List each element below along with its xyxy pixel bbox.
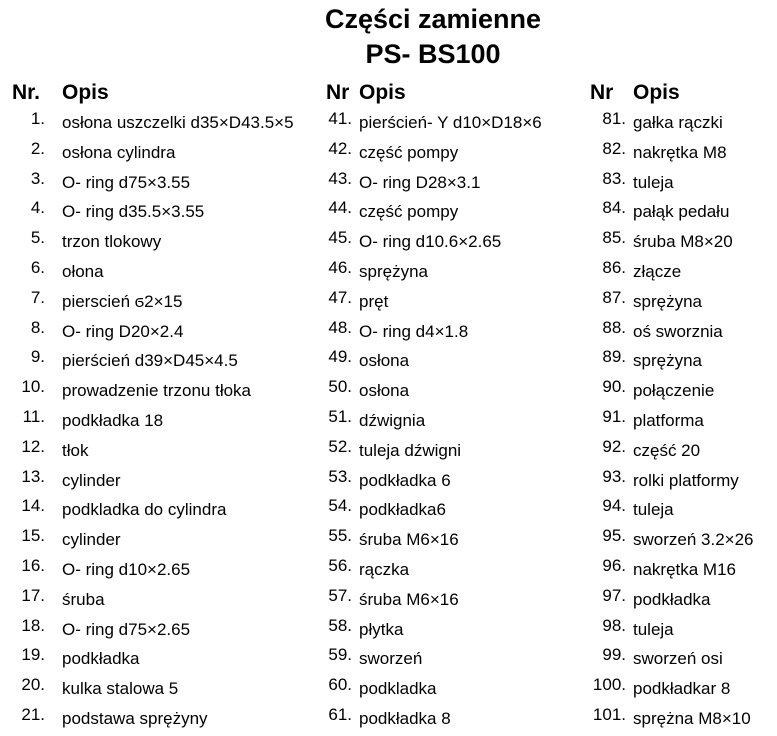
part-description: sworzeń osi	[633, 649, 723, 669]
part-number: 17.	[21, 585, 45, 605]
part-number: 101.	[592, 704, 626, 724]
part-row	[0, 585, 777, 615]
part-row	[0, 168, 777, 198]
part-description: podkładkar 8	[633, 679, 731, 699]
part-description: tuleja	[633, 172, 674, 192]
part-number: 15.	[21, 526, 45, 546]
part-description: śruba	[62, 589, 105, 609]
part-number: 8.	[30, 317, 45, 337]
part-description: śruba M8×20	[633, 232, 733, 252]
part-number: 94.	[602, 496, 626, 516]
part-description: sprężyna	[633, 351, 702, 371]
part-description: gałka rączki	[633, 113, 723, 132]
part-description: dźwignia	[359, 410, 426, 430]
part-description: O- ring D28×3.1	[359, 172, 481, 192]
part-number: 7.	[30, 287, 45, 307]
part-description: połączenie	[633, 381, 715, 401]
part-number: 51.	[328, 406, 352, 426]
part-description: pręt	[359, 291, 389, 311]
part-number: 57.	[328, 585, 352, 605]
part-number: 90.	[602, 377, 626, 397]
part-number: 99.	[602, 645, 626, 665]
part-row	[0, 197, 777, 227]
desc-header: Opis	[359, 81, 406, 104]
part-description: złącze	[633, 261, 682, 281]
part-row	[0, 704, 777, 734]
part-description: O- ring D20×2.4	[62, 321, 184, 341]
part-number: 58.	[328, 615, 352, 635]
part-number: 47.	[328, 287, 352, 307]
part-description: nakrętka M8	[633, 142, 727, 162]
part-number: 53.	[328, 466, 352, 486]
part-description: rolki platformy	[633, 470, 739, 490]
part-number: 84.	[602, 198, 626, 218]
part-description: podkładka	[62, 649, 140, 669]
part-description: tłok	[62, 440, 89, 460]
part-number: 86.	[602, 257, 626, 277]
part-description: nakrętka M16	[633, 559, 736, 579]
part-row	[0, 495, 777, 525]
part-number: 61.	[328, 704, 352, 724]
part-row	[0, 317, 777, 347]
part-number: 5.	[30, 228, 45, 248]
part-description: podkładka6	[359, 500, 446, 520]
part-number: 18.	[21, 615, 45, 635]
part-description: część pompy	[359, 202, 459, 222]
part-description: cylinder	[62, 470, 121, 490]
parts-column-3	[0, 78, 777, 734]
part-description: O- ring d35.5×3.55	[62, 202, 205, 222]
part-row	[0, 138, 777, 168]
part-description: tuleja	[633, 619, 674, 639]
part-number: 10.	[21, 377, 45, 397]
nr-header: Nr	[590, 81, 614, 104]
part-description: oś sworznia	[633, 321, 723, 341]
part-number: 48.	[328, 317, 352, 337]
part-description: osłona	[359, 381, 410, 401]
part-number: 54.	[328, 496, 352, 516]
part-number: 45.	[328, 228, 352, 248]
part-number: 9.	[30, 347, 45, 367]
part-number: 96.	[602, 555, 626, 575]
part-number: 3.	[30, 168, 45, 188]
part-description: pierścień d39×D45×4.5	[62, 351, 238, 371]
part-number: 55.	[328, 526, 352, 546]
part-description: tuleja	[633, 500, 674, 520]
part-description: osłona uszczelki d35×D43.5×5	[62, 113, 294, 132]
part-row	[0, 257, 777, 287]
desc-header: Opis	[633, 81, 680, 104]
part-description: podstawa sprężyny	[62, 708, 208, 728]
part-number: 97.	[602, 585, 626, 605]
part-description: O- ring d75×2.65	[62, 619, 191, 639]
part-number: 49.	[328, 347, 352, 367]
part-number: 60.	[328, 675, 352, 695]
part-description: kulka stalowa 5	[62, 679, 179, 699]
part-description: rączka	[359, 559, 410, 579]
part-number: 81.	[602, 109, 626, 128]
part-number: 52.	[328, 436, 352, 456]
nr-header: Nr.	[12, 81, 41, 104]
part-row	[0, 376, 777, 406]
part-description: platforma	[633, 410, 704, 430]
part-row	[0, 287, 777, 317]
part-description: podkładka 18	[62, 410, 164, 430]
part-number: 95.	[602, 526, 626, 546]
part-row	[0, 525, 777, 555]
desc-header: Opis	[62, 81, 109, 104]
part-number: 100.	[592, 675, 626, 695]
part-number: 50.	[328, 377, 352, 397]
part-description: cylinder	[62, 530, 121, 550]
part-description: podkładka 8	[359, 708, 451, 728]
part-description: podkladka do cylindra	[62, 500, 227, 520]
part-number: 88.	[602, 317, 626, 337]
column-header	[0, 78, 777, 108]
part-number: 44.	[328, 198, 352, 218]
part-number: 13.	[21, 466, 45, 486]
part-number: 82.	[602, 138, 626, 158]
part-description: podkładka 6	[359, 470, 451, 490]
part-number: 11.	[22, 406, 45, 426]
part-description: pierscień ϭ2×15	[62, 291, 183, 311]
part-description: pałąk pedału	[633, 202, 730, 222]
part-number: 4.	[30, 198, 45, 218]
part-description: sprężyna	[359, 261, 428, 281]
page-title: Części zamienne	[324, 4, 542, 34]
part-number: 14.	[21, 496, 45, 516]
part-description: osłona	[359, 351, 410, 371]
part-number: 85.	[602, 228, 626, 248]
part-number: 59.	[328, 645, 352, 665]
part-description: płytka	[359, 619, 404, 639]
nr-header: Nr	[326, 81, 350, 104]
part-description: sworzeń	[359, 649, 423, 669]
part-row	[0, 555, 777, 585]
part-row	[0, 436, 777, 466]
part-number: 42.	[328, 138, 352, 158]
part-description: trzon tlokowy	[62, 232, 162, 252]
part-number: 20.	[21, 675, 45, 695]
part-row	[0, 406, 777, 436]
part-description: część pompy	[359, 142, 459, 162]
part-description: podkładka	[633, 589, 711, 609]
part-description: osłona cylindra	[62, 142, 176, 162]
part-description: O- ring d10×2.65	[62, 559, 191, 579]
model-subtitle: PS- BS100	[365, 39, 501, 69]
part-number: 56.	[328, 555, 352, 575]
part-description: tuleja dźwigni	[359, 440, 462, 460]
part-number: 43.	[328, 168, 352, 188]
part-row	[0, 674, 777, 704]
part-row	[0, 227, 777, 257]
part-row	[0, 644, 777, 674]
part-description: O- ring d75×3.55	[62, 172, 191, 192]
part-description: podkladka	[359, 679, 437, 699]
part-number: 87.	[602, 287, 626, 307]
part-number: 21.	[21, 704, 45, 724]
part-number: 41.	[328, 109, 352, 128]
part-description: śruba M6×16	[359, 589, 459, 609]
part-description: sprężna M8×10	[633, 708, 751, 728]
part-description: pierścień- Y d10×D18×6	[359, 113, 542, 132]
part-number: 19.	[21, 645, 45, 665]
part-description: sprężyna	[633, 291, 702, 311]
part-row	[0, 346, 777, 376]
part-number: 1.	[30, 109, 45, 128]
part-description: część 20	[633, 440, 701, 460]
part-row	[0, 108, 777, 138]
part-row	[0, 615, 777, 645]
part-number: 16.	[21, 555, 45, 575]
part-number: 89.	[602, 347, 626, 367]
part-number: 12.	[21, 436, 45, 456]
part-number: 6.	[30, 257, 45, 277]
part-number: 2.	[30, 138, 45, 158]
part-description: śruba M6×16	[359, 530, 459, 550]
part-description: ołona	[62, 261, 104, 281]
part-number: 93.	[602, 466, 626, 486]
part-number: 92.	[602, 436, 626, 456]
part-row	[0, 466, 777, 496]
part-number: 83.	[602, 168, 626, 188]
part-description: sworzeń 3.2×26	[633, 530, 754, 550]
part-number: 98.	[602, 615, 626, 635]
part-number: 46.	[328, 257, 352, 277]
part-description: O- ring d4×1.8	[359, 321, 469, 341]
part-description: prowadzenie trzonu tłoka	[62, 381, 252, 401]
part-description: O- ring d10.6×2.65	[359, 232, 502, 252]
part-number: 91.	[602, 406, 626, 426]
